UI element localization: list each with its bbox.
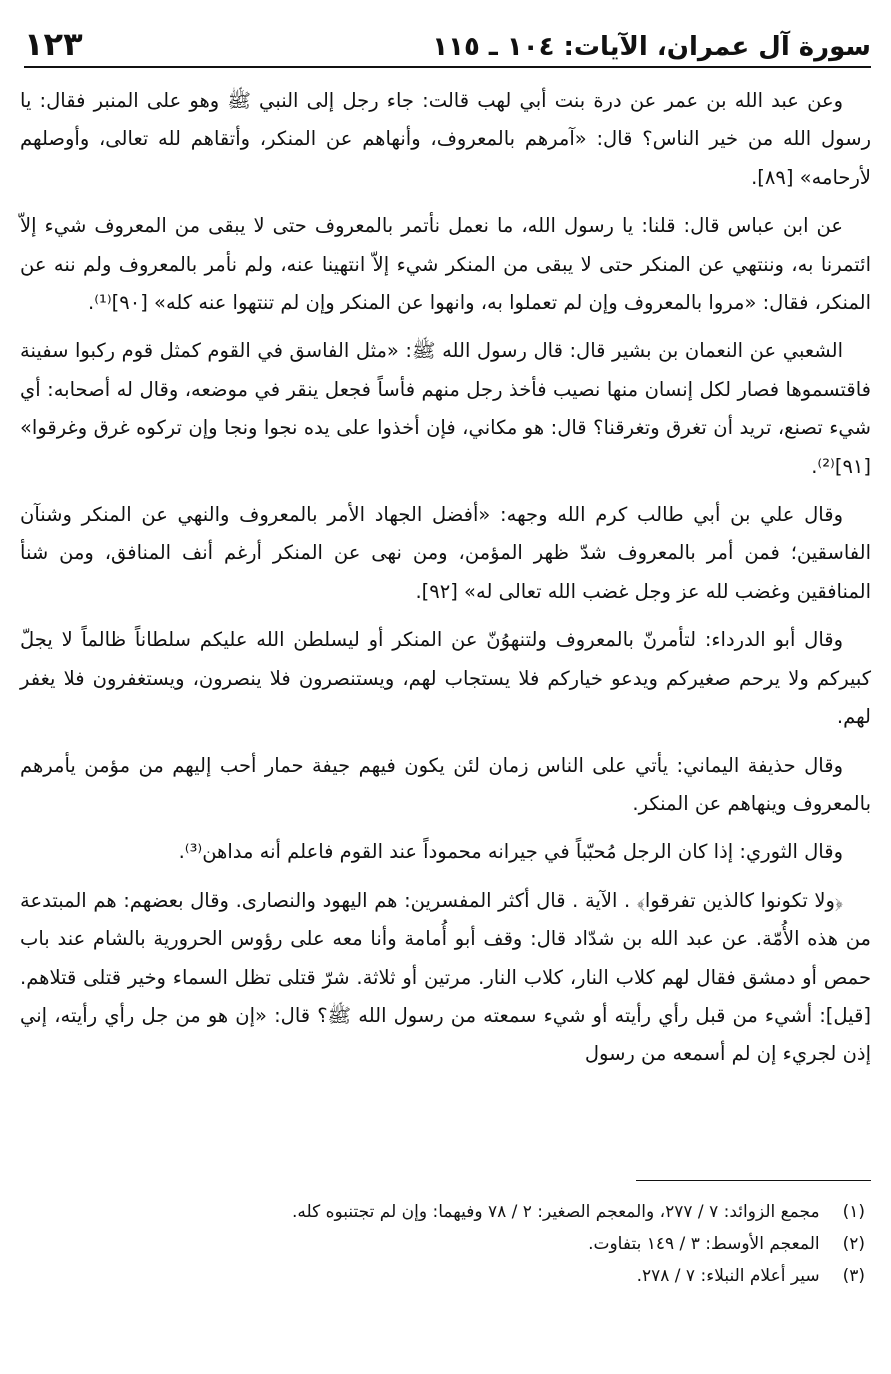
paragraph-4: وقال علي بن أبي طالب كرم الله وجهه: «أفضل الجهاد الأمر بالمعروف والنهي عن المنكر وشنآن الفاسقين؛ فمن أمر بالمعروف شدّ ظهر المؤمن، ومن نهى عن المنكر أرغم أنف المنافق، ومن شنأ المنافقين وغضب لله عز وجل غضب الله تعالى له» [٩٢]. xyxy=(20,503,871,603)
footnote-1 xyxy=(24,1196,865,1228)
paragraph-2: عن ابن عباس قال: قلنا: يا رسول الله، ما نعمل نأتمر بالمعروف حتى لا يبقى من المعروف شيء إلاّ ائتمرنا به، وننتهي عن المنكر حتى لا يبقى من المنكر شيء إلاّ انتهينا عنه، ولم نأمر بالمعروف ولم ننه عن المنكر، فقال: «مروا بالمعروف وإن لم تعملوا به، وانهوا عن المنكر وإن لم تنتهوا عنه كله» [٩٠]⁽¹⁾. xyxy=(20,214,871,315)
paragraph-5: وقال أبو الدرداء: لتأمرنّ بالمعروف ولتنهوُنّ عن المنكر أو ليسلطن الله عليكم سلطاناً ظالماً لا يجلّ كبيركم ولا يرحم صغيركم ويدعو خياركم فلا يستجاب لهم، ويستنصرون فلا ينصرون، ويستغفرون فلا يغفر لهم. xyxy=(20,628,871,729)
footnotes xyxy=(24,1196,865,1292)
paragraph-1: وعن عبد الله بن عمر عن درة بنت أبي لهب قالت: جاء رجل إلى النبي ﷺ وهو على المنبر فقال: يا رسول الله من خير الناس؟ قال: «آمرهم بالمعروف، وأنهاهم عن المنكر، وأتقاهم لله تعالى، وأوصلهم لأرحامه» [٨٩]. xyxy=(20,89,871,189)
footnote-text: سير أعلام النبلاء: ٧ / ٢٧٨. xyxy=(636,1266,820,1286)
paragraph-7: وقال الثوري: إذا كان الرجل مُحبّباً في جيرانه محموداً عند القوم فاعلم أنه مداهن⁽³⁾. xyxy=(178,840,843,864)
header-divider xyxy=(24,66,871,68)
footnote-text: المعجم الأوسط: ٣ / ١٤٩ بتفاوت. xyxy=(588,1234,820,1254)
paragraph-6: وقال حذيفة اليماني: يأتي على الناس زمان لئن يكون فيهم جيفة حمار أحب إليهم من مؤمن يأمرهم بالمعروف وينهاهم عن المنكر. xyxy=(20,753,871,815)
footnote-number: (١) xyxy=(842,1202,865,1222)
main-text xyxy=(20,82,871,1084)
paragraph-3: الشعبي عن النعمان بن بشير قال: قال رسول الله ﷺ: «مثل الفاسق في القوم كمثل قوم ركبوا سفينة فاقتسموها فصار لكل إنسان منها نصيب فأخذ رجل منهم فأساً فجعل ينقر في موضعه، وقال له أصحابه: أي شيء تصنع، تريد أن تغرق وتغرقنا؟ قال: هو مكاني، فإن أخذوا على يده نجوا ونجا وإن تركوه غرق وغرقوا» [٩١]⁽²⁾. xyxy=(20,339,871,478)
page-number: ١٢٣ xyxy=(24,25,83,63)
footnote-text: مجمع الزوائد: ٧ / ٢٧٧، والمعجم الصغير: ٢ / ٧٨ وفيهما: وإن لم تجتنبوه كله. xyxy=(291,1202,820,1222)
footnote-3 xyxy=(24,1260,865,1292)
page-header xyxy=(24,22,871,70)
running-title: سورة آل عمران، الآيات: ١٠٤ ـ ١١٥ xyxy=(432,32,871,62)
footnote-divider xyxy=(636,1180,871,1181)
footnote-number: (٢) xyxy=(842,1234,865,1254)
footnote-number: (٣) xyxy=(842,1266,865,1286)
footnote-2 xyxy=(24,1228,865,1260)
paragraph-8: ﴿ولا تكونوا كالذين تفرقوا﴾ . الآية . قال أكثر المفسرين: هم اليهود والنصارى. وقال بعضهم: هم المبتدعة من هذه الأُمّة. عن عبد الله بن شدّاد قال: وقف أبو أُمامة وأنا معه على رؤوس الحرورية بالشام عند باب حمص أو دمشق فقال لهم كلاب النار، كلاب النار. مرتين أو ثلاثة. شرّ قتلى تظل السماء وخير قتلى قتلاهم. [قيل]: أشيء من قبل رأي رأيته أو شيء سمعته من رسول الله ﷺ؟ قال: «إن هو من جل رأي رأيته، إني إذن لجريء إن لم أسمعه من رسول xyxy=(20,888,871,1066)
